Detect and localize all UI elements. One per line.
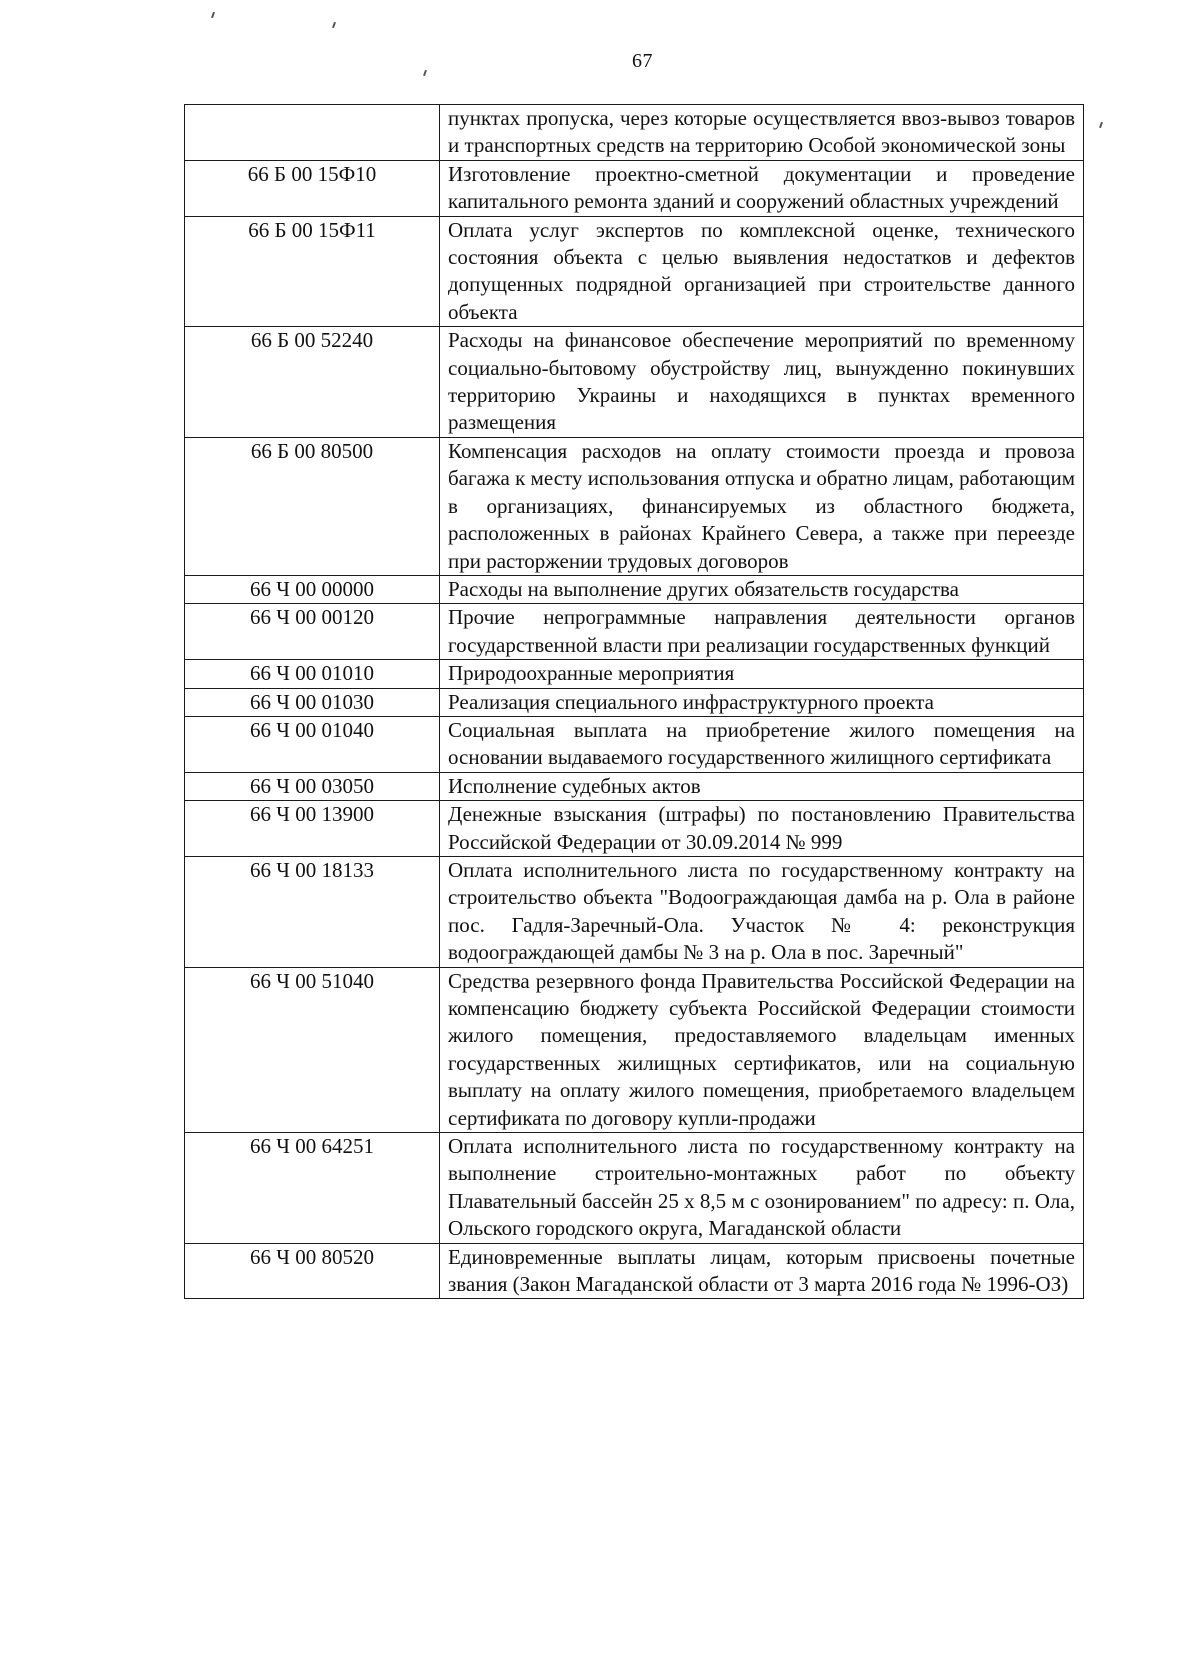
table-row [185,604,1084,660]
budget-code-cell: 66 Ч 00 01010 [185,660,440,688]
expense-description-cell: Изготовление проектно-сметной документации и проведение капитального ремонта зданий и сооружений областных учреждений [440,160,1084,216]
budget-code-cell: 66 Б 00 80500 [185,437,440,575]
budget-code-cell: 66 Ч 00 01030 [185,688,440,716]
expense-description-cell: Единовременные выплаты лицам, которым присвоены почетные звания (Закон Магаданской области от 3 марта 2016 года № 1996-ОЗ) [440,1243,1084,1299]
expense-description-cell: Расходы на выполнение других обязательств государства [440,575,1084,603]
budget-codes-table [184,104,1084,1299]
budget-code-cell: 66 Ч 00 51040 [185,967,440,1132]
budget-code-cell [185,105,440,161]
table-row [185,772,1084,800]
budget-code-cell: 66 Ч 00 18133 [185,856,440,967]
expense-description-cell: Реализация специального инфраструктурного проекта [440,688,1084,716]
table-row [185,967,1084,1132]
budget-code-cell: 66 Ч 00 13900 [185,801,440,857]
expense-description-cell: пунктах пропуска, через которые осуществляется ввоз-вывоз товаров и транспортных средств на территорию Особой экономической зоны [440,105,1084,161]
expense-description-cell: Оплата исполнительного листа по государственному контракту на выполнение строительно-монтажных работ по объекту Плавательный бассейн 25 х 8,5 м с озонированием" по адресу: п. Ола, Ольского городского округа, Магаданской области [440,1133,1084,1244]
expense-description-cell: Оплата исполнительного листа по государственному контракту на строительство объекта "Водоограждающая дамба на р. Ола в районе пос. Гадля-Заречный-Ола. Участок № 4: реконструкция водоограждающей дамбы № 3 на р. Ола в пос. Заречный" [440,856,1084,967]
scan-speck [1099,122,1103,128]
expense-description-cell: Исполнение судебных актов [440,772,1084,800]
budget-code-cell: 66 Ч 00 03050 [185,772,440,800]
table-row [185,216,1084,327]
budget-code-cell: 66 Ч 00 00120 [185,604,440,660]
budget-code-cell: 66 Б 00 52240 [185,327,440,438]
scan-speck [423,70,427,76]
scan-speck [211,12,215,18]
table-row [185,160,1084,216]
expense-description-cell: Социальная выплата на приобретение жилого помещения на основании выдаваемого государственного жилищного сертификата [440,716,1084,772]
expense-description-cell: Компенсация расходов на оплату стоимости проезда и провоза багажа к месту использования отпуска и обратно лицам, работающим в организациях, финансируемых из областного бюджета, расположенных в районах Крайнего Севера, а также при переезде при расторжении трудовых договоров [440,437,1084,575]
table-row [185,105,1084,161]
expense-description-cell: Оплата услуг экспертов по комплексной оценке, технического состояния объекта с целью выявления недостатков и дефектов допущенных подрядной организацией при строительстве данного объекта [440,216,1084,327]
table-row [185,716,1084,772]
budget-code-cell: 66 Ч 00 00000 [185,575,440,603]
table-row [185,327,1084,438]
page-number: 67 [632,50,653,72]
table-row [185,856,1084,967]
budget-code-cell: 66 Ч 00 80520 [185,1243,440,1299]
table-row [185,1133,1084,1244]
table-row [185,660,1084,688]
budget-code-cell: 66 Ч 00 01040 [185,716,440,772]
expense-description-cell: Расходы на финансовое обеспечение мероприятий по временному социально-бытовому обустройству лиц, вынужденно покинувших территорию Украины и находящихся в пунктах временного размещения [440,327,1084,438]
table-row [185,688,1084,716]
budget-code-cell: 66 Б 00 15Ф10 [185,160,440,216]
expense-description-cell: Средства резервного фонда Правительства Российской Федерации на компенсацию бюджету субъекта Российской Федерации стоимости жилого помещения, предоставляемого владельцам именных государственных жилищных сертификатов, или на социальную выплату на оплату жилого помещения, приобретаемого владельцем сертификата по договору купли-продажи [440,967,1084,1132]
budget-code-cell: 66 Б 00 15Ф11 [185,216,440,327]
scan-speck [332,22,336,28]
budget-code-cell: 66 Ч 00 64251 [185,1133,440,1244]
expense-description-cell: Прочие непрограммные направления деятельности органов государственной власти при реализации государственных функций [440,604,1084,660]
expense-description-cell: Природоохранные мероприятия [440,660,1084,688]
table-row [185,1243,1084,1299]
table-row [185,437,1084,575]
table-row [185,801,1084,857]
table-row [185,575,1084,603]
expense-description-cell: Денежные взыскания (штрафы) по постановлению Правительства Российской Федерации от 30.09.2014 № 999 [440,801,1084,857]
